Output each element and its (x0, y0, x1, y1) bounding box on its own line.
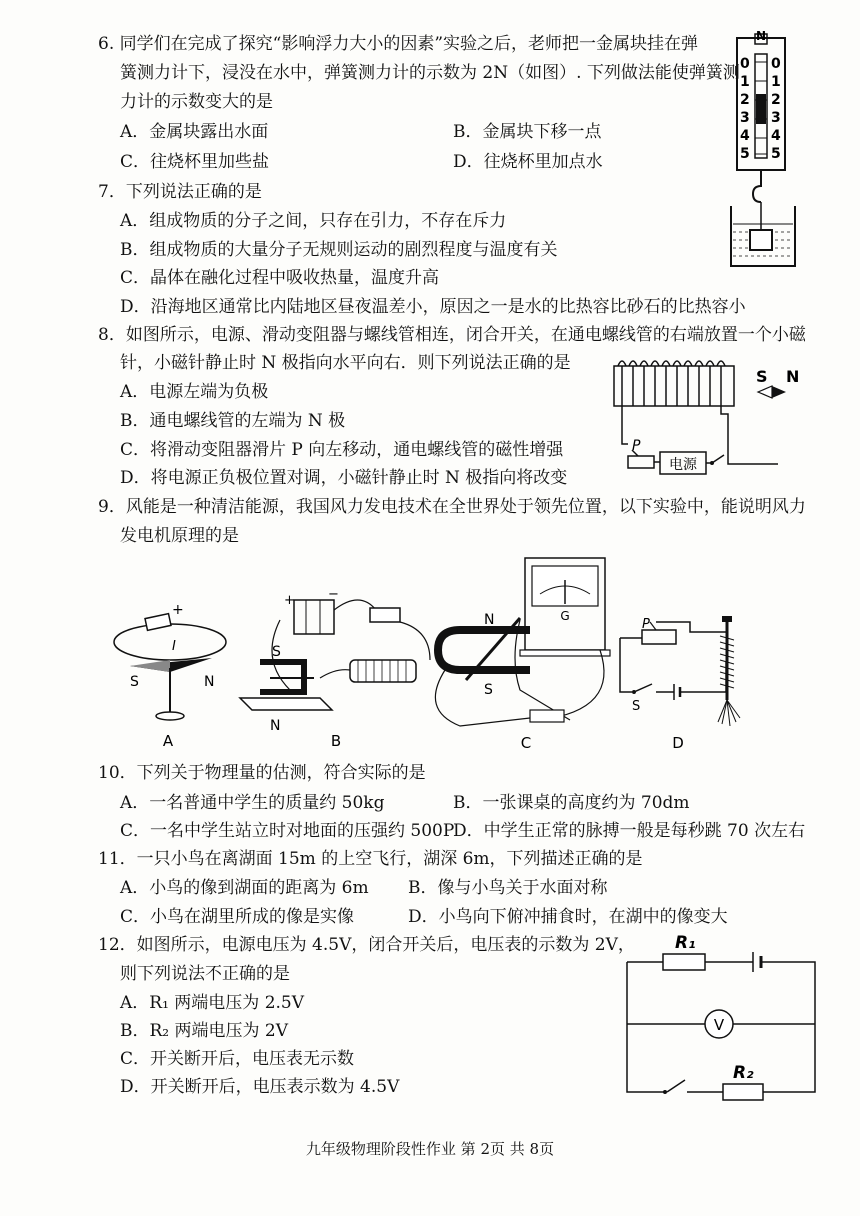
q6-scale-left-5: 5 (740, 146, 750, 162)
q9-label-b: B (330, 732, 342, 750)
q6-scale-right-4: 4 (771, 128, 781, 144)
q12-voltmeter-label: V (713, 1016, 725, 1034)
q6-scale-left-1: 1 (740, 74, 750, 90)
q9-c-n-label: N (484, 612, 495, 628)
q11-option-c: C．小鸟在湖里所成的像是实像 (120, 907, 355, 927)
q8-slider-p-label: P (632, 438, 641, 454)
q6-scale-left-0: 0 (740, 56, 750, 72)
q6-line-1: 6. 同学们在完成了探究“影响浮力大小的因素”实验之后，老师把一金属块挂在弹 (98, 34, 699, 54)
q10-option-c: C．一名中学生站立时对地面的压强约 500P (120, 821, 455, 841)
q9-b-minus-label: − (328, 587, 339, 602)
q9-d-switch-s-label: S (632, 699, 641, 714)
q11-stem: 11．一只小鸟在离湖面 15m 的上空飞行，湖深 6m，下列描述正确的是 (98, 849, 643, 869)
q6-scale-unit: N (755, 29, 767, 43)
q9-label-d: D (672, 734, 684, 752)
q9-figures (100, 550, 760, 755)
q6-figure-spring-scale (725, 20, 805, 272)
q11-option-b: B．像与小鸟关于水面对称 (408, 878, 608, 898)
q6-scale-right-1: 1 (771, 74, 781, 90)
q9-figure-b (240, 587, 430, 750)
q7-option-c: C．晶体在融化过程中吸收热量，温度升高 (120, 268, 440, 288)
q7-option-b: B．组成物质的大量分子无规则运动的剧烈程度与温度有关 (120, 240, 558, 260)
q6-line-3: 力计的示数变大的是 (120, 92, 273, 112)
q8-needle-s-label: S (756, 367, 768, 386)
q9-b-s-label: S (272, 644, 281, 660)
q9-line-2: 发电机原理的是 (120, 526, 239, 546)
q9-a-n-label: N (204, 674, 215, 690)
q6-scale-left-4: 4 (740, 128, 750, 144)
q9-figure-c (435, 558, 610, 752)
q8-option-a: A．电源左端为负极 (120, 382, 269, 402)
q6-option-b: B．金属块下移一点 (453, 122, 602, 142)
q8-option-b: B．通电螺线管的左端为 N 极 (120, 411, 346, 431)
q12-option-b: B．R₂ 两端电压为 2V (120, 1021, 289, 1041)
q6-option-d: D．往烧杯里加点水 (453, 152, 603, 172)
q6-option-c: C．往烧杯里加些盐 (120, 152, 270, 172)
q10-option-b: B．一张课桌的高度约为 70dm (453, 793, 690, 813)
q12-figure-circuit (615, 932, 830, 1102)
q9-label-c: C (520, 734, 532, 752)
q9-b-plus-label: + (284, 593, 295, 608)
q9-b-n-label: N (270, 718, 281, 734)
q6-scale-right-0: 0 (771, 56, 781, 72)
q9-c-s-label: S (484, 682, 493, 698)
q8-figure-solenoid-circuit (600, 352, 820, 482)
page-footer: 九年级物理阶段性作业 第 2页 共 8页 (305, 1140, 555, 1158)
q10-option-a: A．一名普通中学生的质量约 50kg (120, 793, 385, 813)
q12-option-a: A．R₁ 两端电压为 2.5V (120, 993, 305, 1013)
q9-a-current-label: I (172, 639, 176, 654)
q12-r2-label: R₂ (733, 1063, 754, 1083)
q9-c-galvanometer-g-label: G (560, 609, 570, 623)
q8-line-1: 8．如图所示，电源、滑动变阻器与螺线管相连，闭合开关，在通电螺线管的右端放置一个小磁 (98, 325, 806, 345)
q11-option-d: D．小鸟向下俯冲捕食时，在湖中的像变大 (408, 907, 728, 927)
q12-option-d: D．开关断开后，电压表示数为 4.5V (120, 1077, 400, 1097)
q12-line-2: 则下列说法不正确的是 (120, 964, 290, 984)
q6-scale-left-3: 3 (740, 110, 750, 126)
q7-stem: 7．下列说法正确的是 (98, 182, 262, 202)
q6-scale-right-2: 2 (771, 92, 781, 108)
q6-line-2: 簧测力计下，浸没在水中，弹簧测力计的示数为 2N（如图）. 下列做法能使弹簧测 (120, 63, 740, 83)
q6-scale-right-3: 3 (771, 110, 781, 126)
q8-power-source-label: 电源 (669, 457, 697, 473)
q9-figure-a (114, 602, 226, 750)
q12-line-1: 12．如图所示，电源电压为 4.5V，闭合开关后，电压表的示数为 2V， (98, 935, 635, 955)
q9-d-slider-p-label: P (642, 617, 650, 632)
q10-option-d: D．中学生正常的脉搏一般是每秒跳 70 次左右 (453, 821, 806, 841)
q6-option-a: A．金属块露出水面 (120, 122, 269, 142)
q7-option-a: A．组成物质的分子之间，只存在引力，不存在斥力 (120, 211, 507, 231)
q9-figure-d (620, 616, 740, 752)
q6-scale-right-5: 5 (771, 146, 781, 162)
q12-option-c: C．开关断开后，电压表无示数 (120, 1049, 355, 1069)
q8-needle-n-label: N (786, 367, 800, 386)
q7-option-d: D．沿海地区通常比内陆地区昼夜温差小，原因之一是水的比热容比砂石的比热容小 (120, 297, 746, 317)
q12-r1-label: R₁ (675, 933, 696, 953)
q8-option-d: D．将电源正负极位置对调，小磁针静止时 N 极指向将改变 (120, 468, 568, 488)
q9-line-1: 9．风能是一种清洁能源，我国风力发电技术在全世界处于领先位置，以下实验中，能说明风力 (98, 497, 806, 517)
q8-line-2: 针，小磁针静止时 N 极指向水平向右．则下列说法正确的是 (120, 353, 571, 373)
q9-label-a: A (162, 732, 174, 750)
q8-option-c: C．将滑动变阻器滑片 P 向左移动，通电螺线管的磁性增强 (120, 440, 564, 460)
q9-a-s-label: S (130, 674, 139, 690)
q6-scale-left-2: 2 (740, 92, 750, 108)
q9-a-plus-label: + (172, 602, 184, 618)
q10-stem: 10．下列关于物理量的估测，符合实际的是 (98, 763, 426, 783)
q11-option-a: A．小鸟的像到湖面的距离为 6m (120, 878, 369, 898)
